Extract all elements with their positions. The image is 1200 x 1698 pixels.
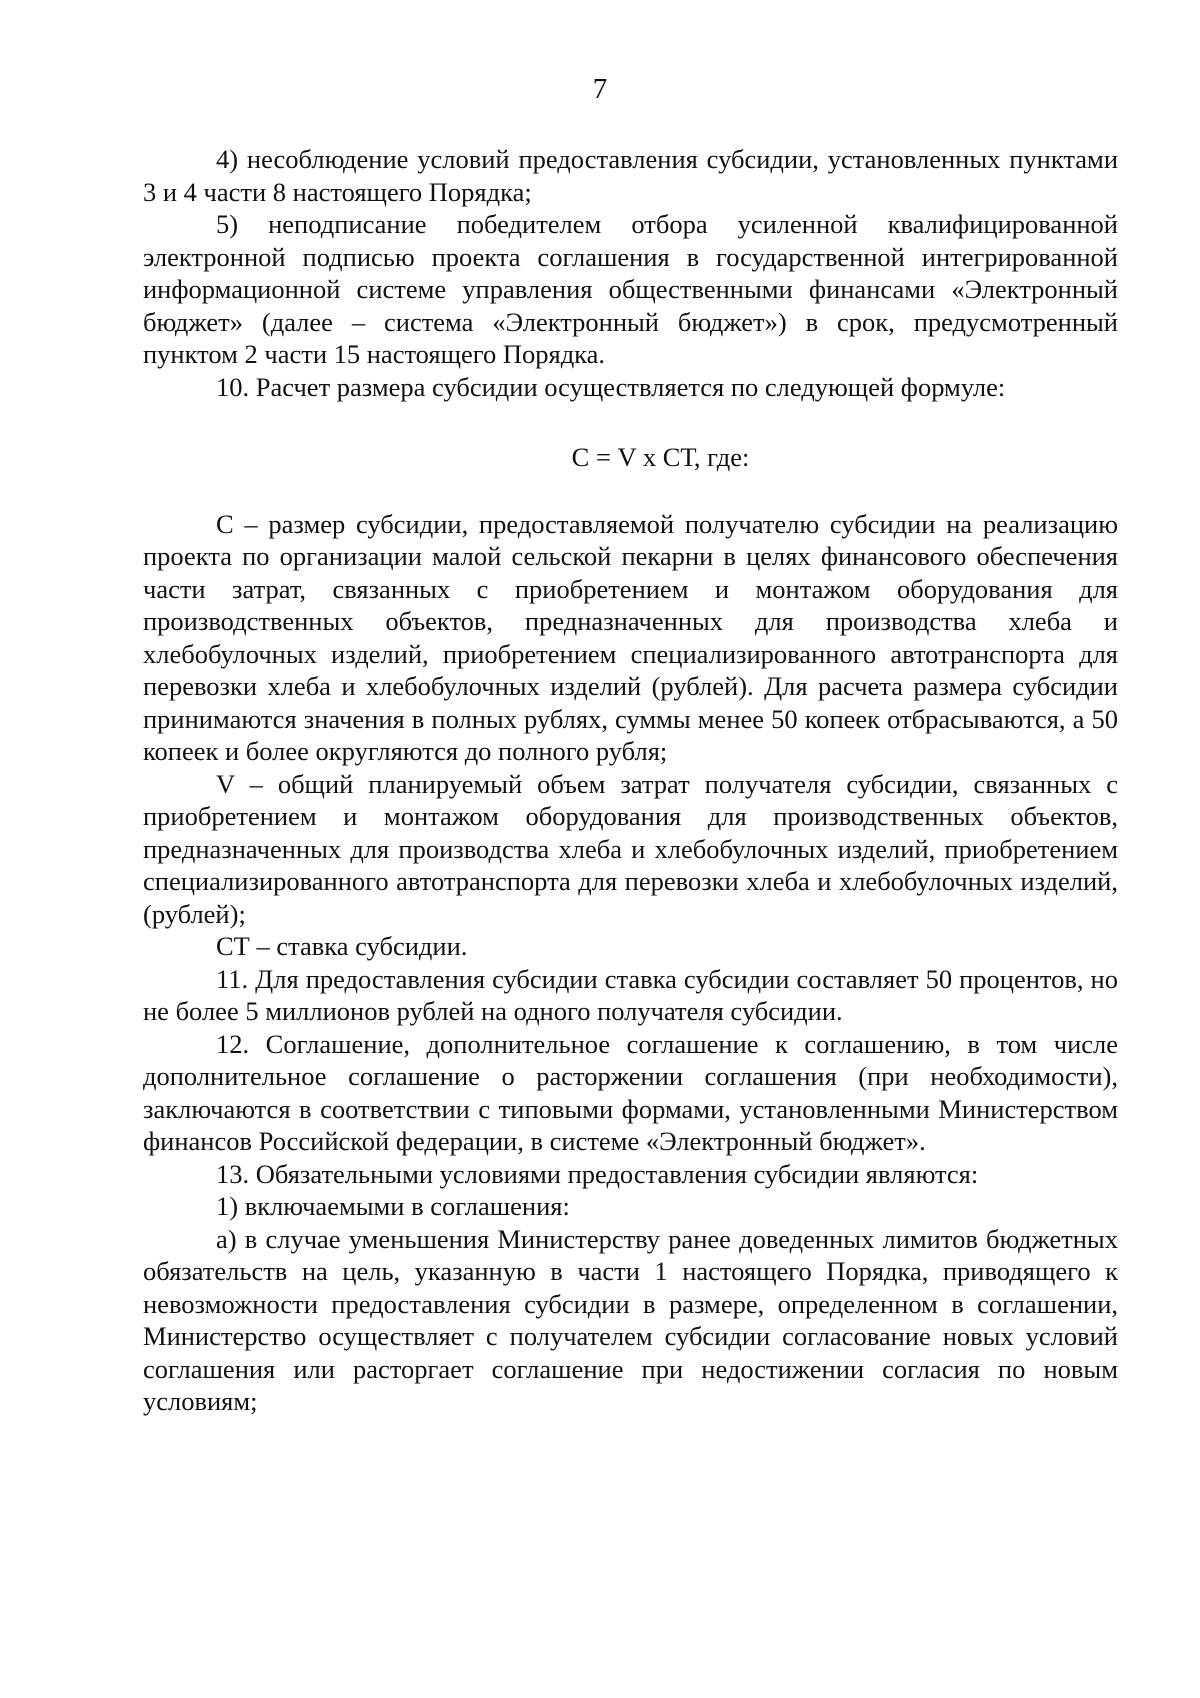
paragraph-definition-c: С – размер субсидии, предоставляемой получателю субсидии на реализацию проекта по организации малой сельской пекарни в целях финансового обеспечения части затрат, связанных с приобретением и монтажом оборудования для производственных объектов, предназначенных для производства хлеба и хлебобулочных изделий, приобретением специализированного автотранспорта для перевозки хлеба и хлебобулочных изделий (рублей). Для расчета размера субсидии принимаются значения в полных рублях, суммы менее 50 копеек отбрасываются, а 50 копеек и более округляются до полного рубля;	[143, 508, 1118, 766]
paragraph-item-5: 5) неподписание победителем отбора усиленной квалифицированной электронной подписью проекта соглашения в государственной интегрированной информационной системе управления общественными финансами «Электронный бюджет» (далее – система «Электронный бюджет») в срок, предусмотренный пунктом 2 части 15 настоящего Порядка.	[143, 209, 1118, 369]
paragraph-subitem-a: а) в случае уменьшения Министерству ранее доведенных лимитов бюджетных обязательств на цель, указанную в части 1 настоящего Порядка, приводящего к невозможности предоставления субсидии в размере, определенном в соглашении, Министерство осуществляет с получателем субсидии согласование новых условий соглашения или расторгает соглашение при недостижении согласия по новым условиям;	[143, 1223, 1118, 1416]
paragraph-definition-v: V – общий планируемый объем затрат получателя субсидии, связанных с приобретением и монтажом оборудования для производственных объектов, предназначенных для производства хлеба и хлебобулочных изделий, приобретением специализированного автотранспорта для перевозки хлеба и хлебобулочных изделий, (рублей);	[143, 768, 1118, 929]
paragraph-section-13: 13. Обязательными условиями предоставления субсидии являются:	[216, 1158, 979, 1189]
paragraph-item-1: 1) включаемыми в соглашения:	[216, 1191, 570, 1221]
paragraph-item-4: 4) несоблюдение условий предоставления субсидии, установленных пунктами 3 и 4 части 8 настоящего Порядка;	[143, 144, 1118, 207]
subsidy-formula: С = V x СТ, где:	[571, 442, 750, 472]
paragraph-section-10: 10. Расчет размера субсидии осуществляется по следующей формуле:	[216, 371, 1006, 402]
paragraph-definition-st: СТ – ставка субсидии.	[216, 931, 468, 961]
paragraph-section-12: 12. Соглашение, дополнительное соглашение к соглашению, в том числе дополнительное соглашение о расторжении соглашения (при необходимости), заключаются в соответствии с типовыми формами, установленными Министерством финансов Российской федерации, в системе «Электронный бюджет».	[143, 1028, 1118, 1156]
document-body	[143, 143, 1118, 1418]
page-number: 7	[592, 73, 608, 105]
paragraph-section-11: 11. Для предоставления субсидии ставка субсидии составляет 50 процентов, но не более 5 миллионов рублей на одного получателя субсидии.	[143, 963, 1118, 1026]
